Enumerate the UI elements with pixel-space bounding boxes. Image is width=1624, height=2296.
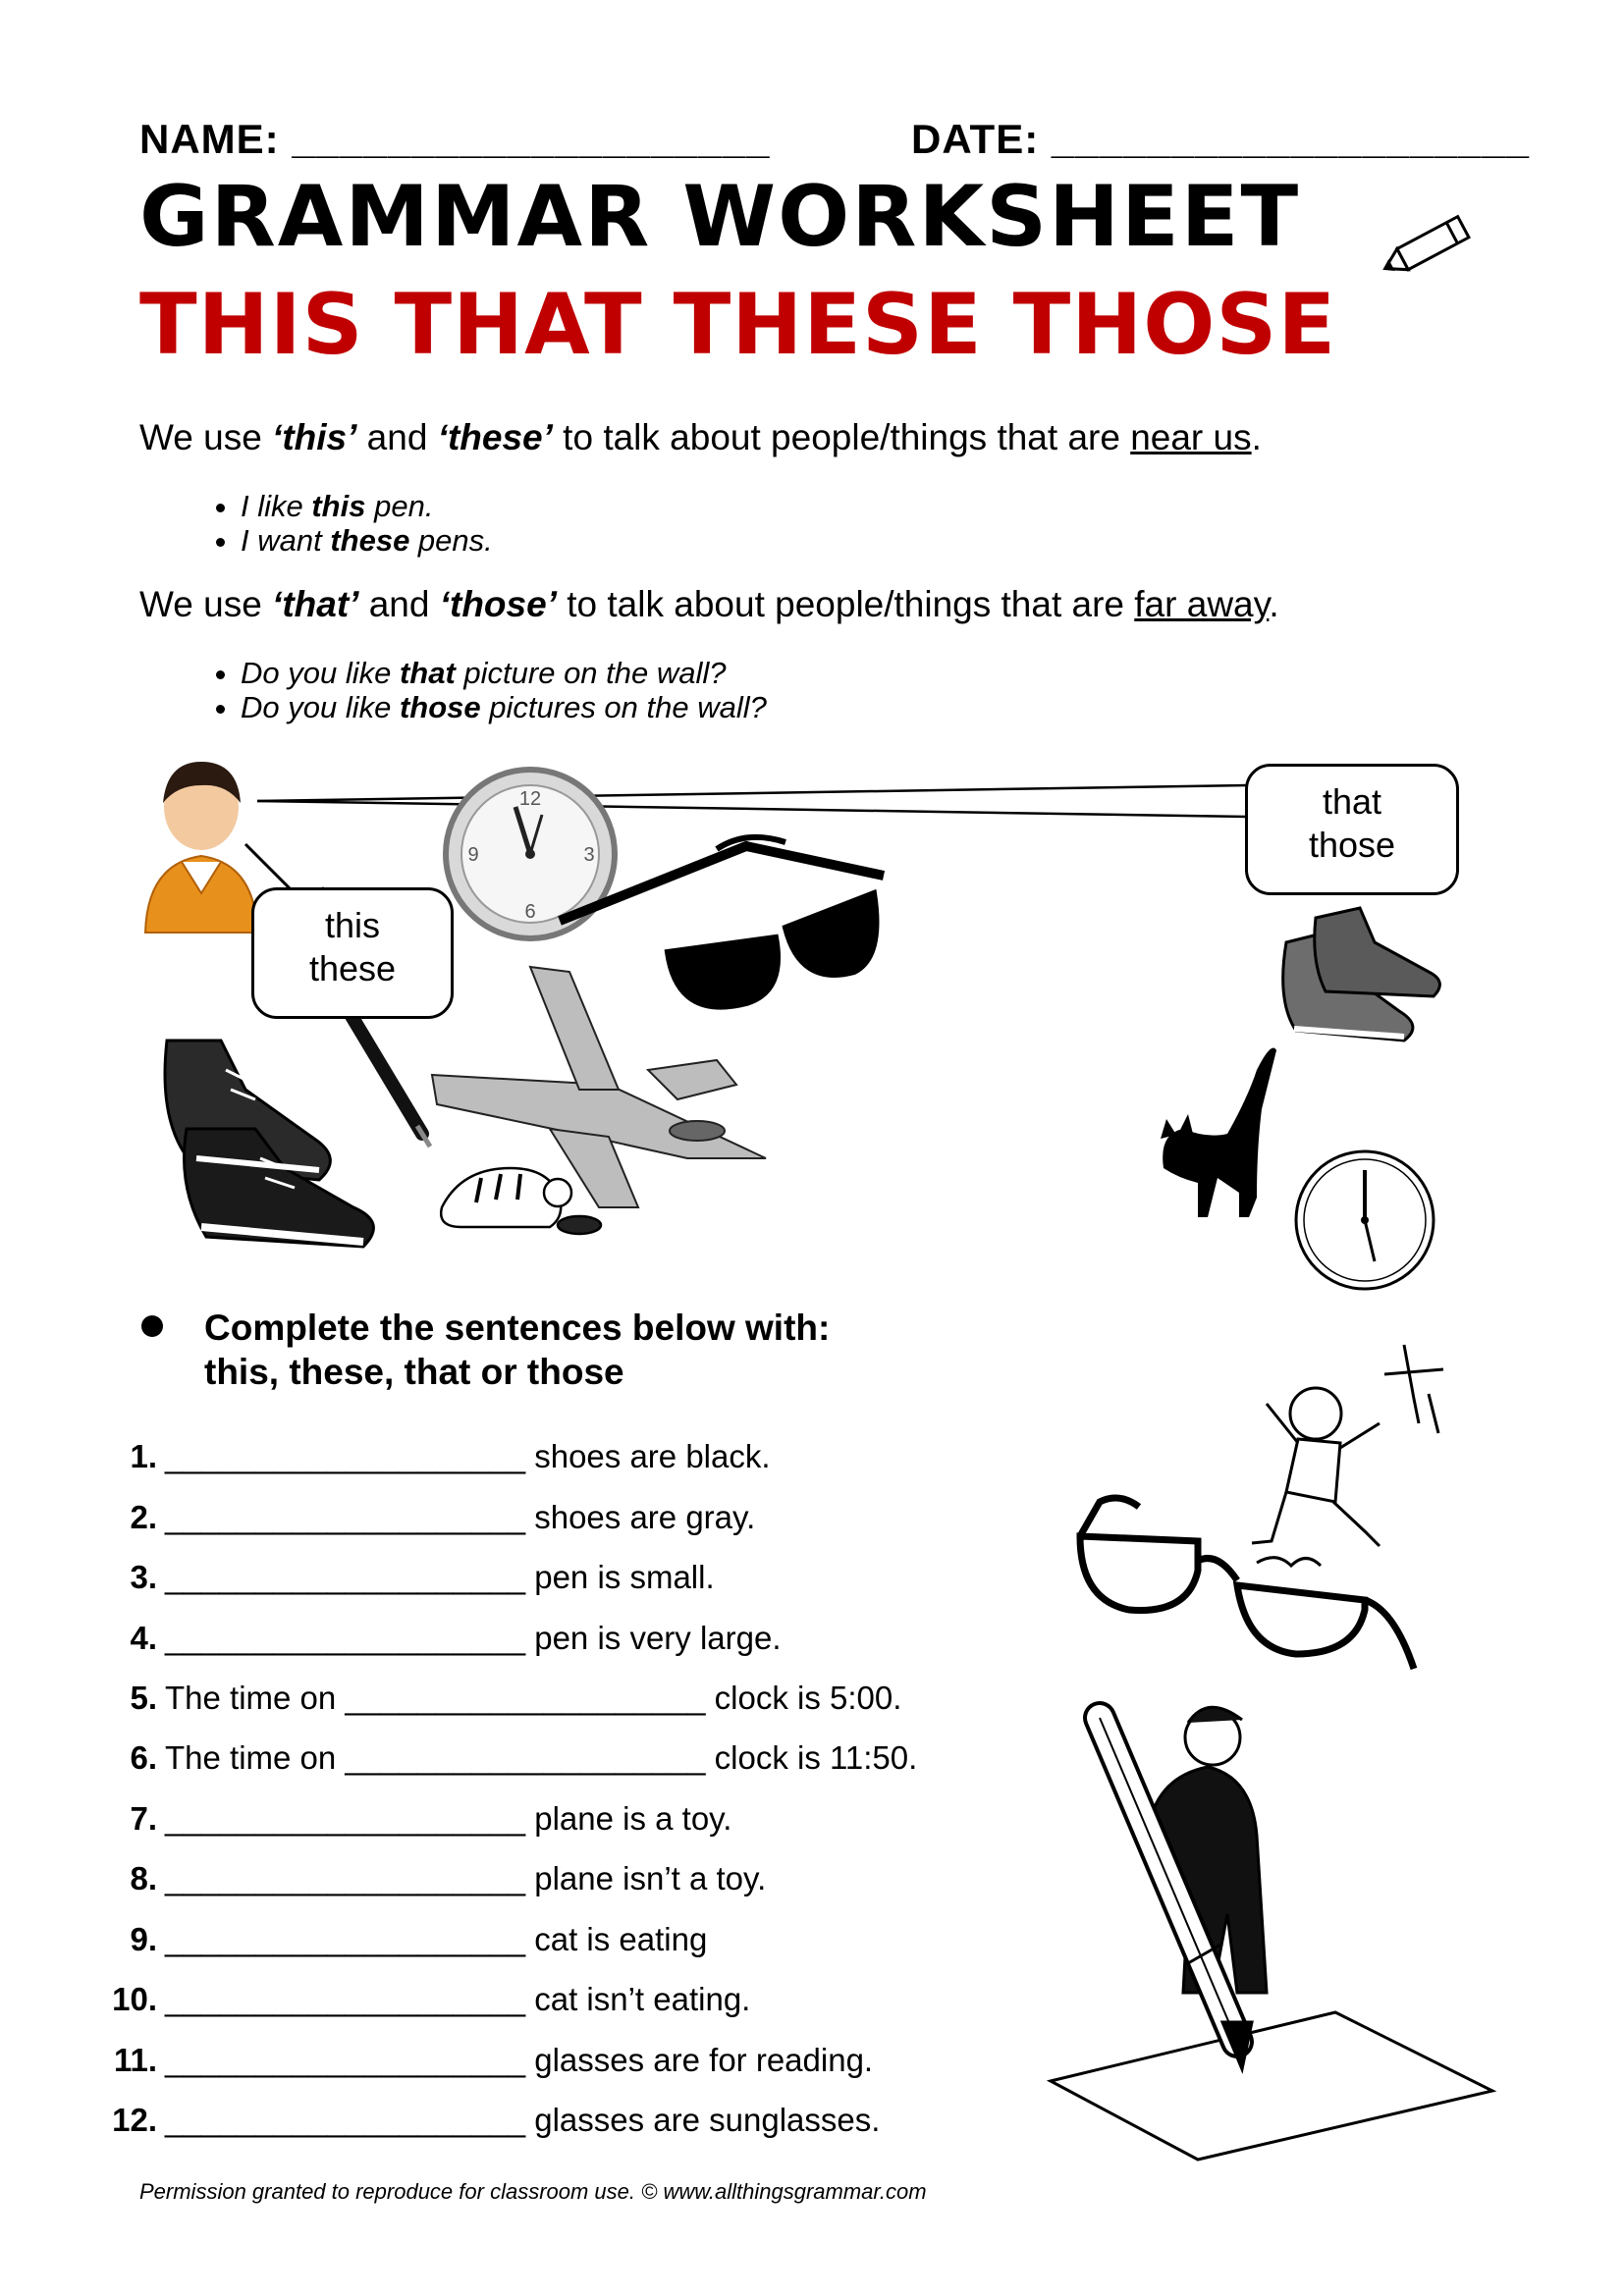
pointer-line [257,785,1249,817]
list-item: • Do you like those pictures on the wall? [241,690,767,724]
pen-icon [349,1011,430,1147]
clock-numeral: 3 [583,844,595,866]
right-illustrations [1041,1315,1512,2199]
person-icon [145,762,257,933]
question-3: 3. ____________________ pen is small. [130,1559,715,1595]
question-8: 8. ____________________ plane isn’t a toy. [130,1860,767,1896]
question-9: 9. ____________________ cat is eating [130,1921,708,1957]
speech-bubble-far: that those [1245,764,1459,895]
rule-near: We use ‘this’ and ‘these’ to talk about people/things that are near us. [139,417,1262,457]
name-field-label: NAME: ____________________ [139,116,771,162]
question-4: 4. ____________________ pen is very large. [130,1620,782,1656]
examples-near [187,489,493,558]
question-5: 5. The time on ____________________ clock is 5:00. [130,1680,902,1716]
page-title: GRAMMAR WORKSHEET [139,168,1301,266]
woman-giant-pen-icon [1051,1707,1492,2160]
cat-eating-icon [441,1168,601,1234]
question-6: 6. The time on ____________________ clock is 11:50. [130,1739,918,1776]
list-item: • I like this pen. [241,489,493,523]
bullet-dot [141,1315,163,1337]
pencil-icon [1375,206,1483,285]
question-2: 2. ____________________ shoes are gray. [130,1499,756,1535]
black-cat-icon [1161,1048,1276,1218]
date-field-label: DATE: ____________________ [911,116,1531,162]
instructions: Complete the sentences below with: this, these, that or those [204,1308,831,1392]
question-11: 11. ____________________ glasses are for reading. [113,2042,874,2078]
clock-numeral: 6 [524,901,536,923]
reading-glasses-icon [1080,1498,1414,1669]
footer-permission: Permission granted to reproduce for classroom use. © www.allthingsgrammar.com [139,2179,927,2204]
question-10: 10. ____________________ cat isn’t eating. [112,1981,751,2017]
clock-numeral: 12 [518,788,542,810]
page-subtitle: THIS THAT THESE THOSE [139,276,1337,374]
list-item: • I want these pens. [241,523,493,558]
clock-numeral: 9 [467,844,479,866]
speech-bubble-near: this these [251,887,454,1019]
question-12: 12. ____________________ glasses are sunglasses. [112,2102,881,2138]
list-item: • Do you like that picture on the wall? [241,656,767,690]
sneakers-black-icon [165,1041,373,1247]
sneakers-gray-icon [1283,908,1440,1041]
question-7: 7. ____________________ plane is a toy. [130,1800,732,1837]
far-clock-icon [1296,1151,1434,1289]
boy-toy-plane-icon [1252,1345,1443,1566]
examples-far [187,656,767,724]
rule-far: We use ‘that’ and ‘those’ to talk about people/things that are far away. [139,584,1279,624]
question-1: 1. ____________________ shoes are black. [130,1438,771,1474]
